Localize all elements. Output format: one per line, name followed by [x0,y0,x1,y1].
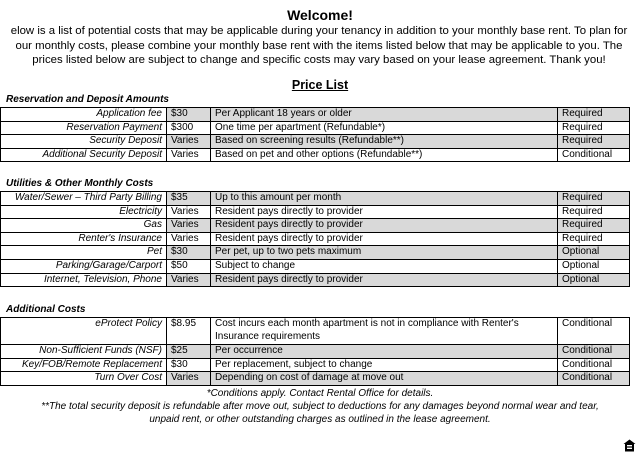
table-row [1,192,630,206]
table-row [1,232,630,246]
item-name: Key/FOB/Remote Replacement [1,358,167,372]
item-amount: Varies [167,135,211,149]
item-requirement: Conditional [558,372,630,386]
table-row [1,358,630,372]
item-name: Pet [1,246,167,260]
item-amount: Varies [167,372,211,386]
page-title: Welcome! [287,7,353,23]
item-amount: Varies [167,148,211,162]
item-description: Per occurrence [211,345,558,359]
item-description: Resident pays directly to provider [211,232,558,246]
item-amount: $30 [167,246,211,260]
item-name: Turn Over Cost [1,372,167,386]
item-requirement: Optional [558,273,630,287]
item-amount: $25 [167,345,211,359]
intro-line: elow is a list of potential costs that may be applicable during your tenancy in addition to your monthly base rent. To plan for [10,25,628,37]
item-requirement: Conditional [558,345,630,359]
item-amount: $30 [167,358,211,372]
item-description: Per pet, up to two pets maximum [211,246,558,260]
item-name: Water/Sewer – Third Party Billing [1,192,167,206]
reservation-table [0,107,630,162]
footnote-line: **The total security deposit is refundable after move out, subject to deductions for any damages beyond normal wear and tear, [41,401,599,412]
item-amount: $35 [167,192,211,206]
item-description: Resident pays directly to provider [211,205,558,219]
item-amount: $50 [167,259,211,273]
item-requirement: Optional [558,259,630,273]
footnote-line: unpaid rent, or other outstanding charges as outlined in the lease agreement. [149,414,491,425]
item-name: Internet, Television, Phone [1,273,167,287]
table-row [1,345,630,359]
item-amount: Varies [167,232,211,246]
table-row [1,246,630,260]
item-requirement: Required [558,108,630,122]
item-description: Subject to change [211,259,558,273]
item-description: Based on screening results (Refundable**) [211,135,558,149]
item-name: Gas [1,219,167,233]
table-row [1,318,630,345]
table-row [1,148,630,162]
intro-line: our monthly costs, please combine your monthly base rent with the items listed below that may be applicable to you. The [15,39,623,52]
footnote [0,387,640,426]
item-requirement: Conditional [558,358,630,372]
table-row [1,121,630,135]
item-description: Cost incurs each month apartment is not in compliance with Renter's Insurance requirements [211,318,558,345]
item-name: Electricity [1,205,167,219]
section-heading-utilities: Utilities & Other Monthly Costs [6,178,154,189]
item-requirement: Required [558,232,630,246]
footnote-line: *Conditions apply. Contact Rental Office for details. [206,388,434,399]
item-requirement: Conditional [558,148,630,162]
item-amount: $8.95 [167,318,211,345]
utilities-table [0,191,630,287]
item-description: Based on pet and other options (Refundable**) [211,148,558,162]
item-name: Application fee [1,108,167,122]
item-description: Resident pays directly to provider [211,273,558,287]
section-heading-reservation: Reservation and Deposit Amounts [6,94,169,105]
table-row [1,108,630,122]
item-description: Resident pays directly to provider [211,219,558,233]
price-list-heading: Price List [291,78,349,92]
item-name: Parking/Garage/Carport [1,259,167,273]
item-name: Renter's Insurance [1,232,167,246]
item-amount: $30 [167,108,211,122]
item-name: eProtect Policy [1,318,167,345]
table-row [1,372,630,386]
table-row [1,273,630,287]
additional-costs-table [0,317,630,386]
item-amount: Varies [167,219,211,233]
item-description: One time per apartment (Refundable*) [211,121,558,135]
table-row [1,259,630,273]
item-description: Depending on cost of damage at move out [211,372,558,386]
section-heading-additional: Additional Costs [6,304,86,315]
item-requirement: Required [558,121,630,135]
table-row [1,135,630,149]
item-amount: $300 [167,121,211,135]
intro-line: prices listed below are subject to change and specific costs may vary based on your lease agreement. Thank you! [32,54,606,66]
item-requirement: Optional [558,246,630,260]
item-name: Non-Sufficient Funds (NSF) [1,345,167,359]
item-requirement: Required [558,205,630,219]
item-requirement: Conditional [558,318,630,345]
item-description: Up to this amount per month [211,192,558,206]
intro-text [0,24,640,68]
item-amount: Varies [167,273,211,287]
item-description: Per Applicant 18 years or older [211,108,558,122]
item-description: Per replacement, subject to change [211,358,558,372]
equal-housing-opportunity-icon [623,439,636,452]
item-requirement: Required [558,219,630,233]
item-name: Reservation Payment [1,121,167,135]
table-row [1,205,630,219]
table-row [1,219,630,233]
item-name: Additional Security Deposit [1,148,167,162]
item-name: Security Deposit [1,135,167,149]
item-requirement: Required [558,192,630,206]
item-requirement: Required [558,135,630,149]
item-amount: Varies [167,205,211,219]
